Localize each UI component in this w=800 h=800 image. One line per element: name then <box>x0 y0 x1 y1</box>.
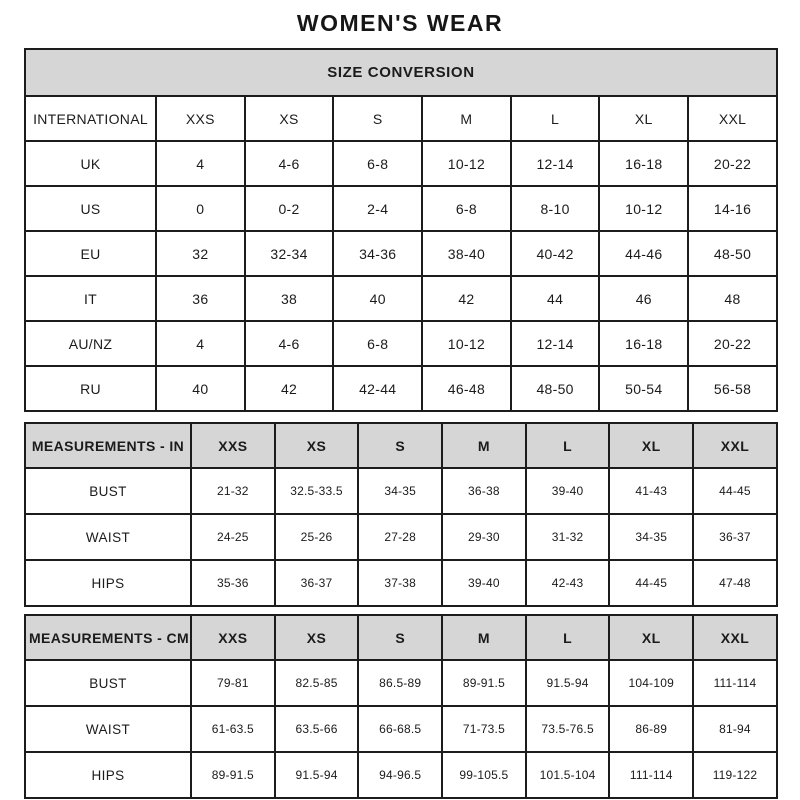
cell: 44-46 <box>599 231 688 276</box>
row-label-eu: EU <box>25 231 156 276</box>
cell: 82.5-85 <box>275 660 359 706</box>
cell: 6-8 <box>422 186 511 231</box>
size-conversion-title: SIZE CONVERSION <box>25 49 777 96</box>
column-header-xxl: XXL <box>693 423 777 468</box>
column-header-s: S <box>358 423 442 468</box>
table-row-eu <box>25 231 777 276</box>
row-label-waist: WAIST <box>25 706 191 752</box>
cell: 24-25 <box>191 514 275 560</box>
table-row-waist-cm <box>25 706 777 752</box>
measurements-in-title: MEASUREMENTS - IN <box>25 423 191 468</box>
cell: 94-96.5 <box>358 752 442 798</box>
cell: 104-109 <box>609 660 693 706</box>
cell: 44-45 <box>609 560 693 606</box>
cell: 48-50 <box>688 231 777 276</box>
cell: 86-89 <box>609 706 693 752</box>
table-row-aunz <box>25 321 777 366</box>
column-header-xs: XS <box>245 96 334 141</box>
cell: 42 <box>245 366 334 411</box>
column-header-s: S <box>333 96 422 141</box>
column-header-xl: XL <box>609 615 693 660</box>
cell: 32 <box>156 231 245 276</box>
measurements-in-table <box>24 422 778 607</box>
table-row-bust-in <box>25 468 777 514</box>
cell: 2-4 <box>333 186 422 231</box>
cell: 89-91.5 <box>442 660 526 706</box>
cell: 40 <box>333 276 422 321</box>
column-header-m: M <box>422 96 511 141</box>
cell: 63.5-66 <box>275 706 359 752</box>
cell: 73.5-76.5 <box>526 706 610 752</box>
column-header-xxs: XXS <box>191 615 275 660</box>
table-row-hips-in <box>25 560 777 606</box>
cell: 99-105.5 <box>442 752 526 798</box>
cell: 56-58 <box>688 366 777 411</box>
cell: 0-2 <box>245 186 334 231</box>
cell: 12-14 <box>511 141 600 186</box>
cell: 12-14 <box>511 321 600 366</box>
cell: 34-35 <box>609 514 693 560</box>
cell: 71-73.5 <box>442 706 526 752</box>
cell: 0 <box>156 186 245 231</box>
column-header-l: L <box>526 615 610 660</box>
row-label-hips: HIPS <box>25 752 191 798</box>
cell: 37-38 <box>358 560 442 606</box>
cell: 20-22 <box>688 141 777 186</box>
cell: 8-10 <box>511 186 600 231</box>
page-title: WOMEN'S WEAR <box>296 10 504 36</box>
size-conversion-header-row <box>25 96 777 141</box>
cell: 36 <box>156 276 245 321</box>
cell: 39-40 <box>526 468 610 514</box>
cell: 38 <box>245 276 334 321</box>
column-header-xxs: XXS <box>156 96 245 141</box>
row-label-bust: BUST <box>25 660 191 706</box>
cell: 40 <box>156 366 245 411</box>
measurements-cm-header-row <box>25 615 777 660</box>
cell: 47-48 <box>693 560 777 606</box>
cell: 46-48 <box>422 366 511 411</box>
cell: 42-44 <box>333 366 422 411</box>
cell: 81-94 <box>693 706 777 752</box>
column-header-xxs: XXS <box>191 423 275 468</box>
table-row-ru <box>25 366 777 411</box>
cell: 10-12 <box>422 321 511 366</box>
cell: 42 <box>422 276 511 321</box>
row-label-it: IT <box>25 276 156 321</box>
cell: 39-40 <box>442 560 526 606</box>
column-header-m: M <box>442 423 526 468</box>
cell: 4 <box>156 141 245 186</box>
cell: 38-40 <box>422 231 511 276</box>
cell: 6-8 <box>333 141 422 186</box>
column-header-xl: XL <box>609 423 693 468</box>
cell: 6-8 <box>333 321 422 366</box>
cell: 41-43 <box>609 468 693 514</box>
cell: 86.5-89 <box>358 660 442 706</box>
cell: 29-30 <box>442 514 526 560</box>
cell: 79-81 <box>191 660 275 706</box>
row-label-bust: BUST <box>25 468 191 514</box>
column-header-m: M <box>442 615 526 660</box>
cell: 36-37 <box>693 514 777 560</box>
cell: 61-63.5 <box>191 706 275 752</box>
cell: 36-37 <box>275 560 359 606</box>
cell: 31-32 <box>526 514 610 560</box>
row-label-hips: HIPS <box>25 560 191 606</box>
column-header-xs: XS <box>275 423 359 468</box>
cell: 21-32 <box>191 468 275 514</box>
column-header-l: L <box>526 423 610 468</box>
cell: 14-16 <box>688 186 777 231</box>
cell: 4-6 <box>245 321 334 366</box>
row-label-waist: WAIST <box>25 514 191 560</box>
cell: 32-34 <box>245 231 334 276</box>
cell: 16-18 <box>599 141 688 186</box>
column-header-s: S <box>358 615 442 660</box>
table-row-hips-cm <box>25 752 777 798</box>
cell: 10-12 <box>599 186 688 231</box>
table-row-us <box>25 186 777 231</box>
cell: 48 <box>688 276 777 321</box>
cell: 119-122 <box>693 752 777 798</box>
column-header-xxl: XXL <box>693 615 777 660</box>
row-label-uk: UK <box>25 141 156 186</box>
column-header-xxl: XXL <box>688 96 777 141</box>
cell: 40-42 <box>511 231 600 276</box>
table-row-it <box>25 276 777 321</box>
cell: 101.5-104 <box>526 752 610 798</box>
cell: 42-43 <box>526 560 610 606</box>
column-header-international: INTERNATIONAL <box>25 96 156 141</box>
measurements-in-header-row <box>25 423 777 468</box>
cell: 4 <box>156 321 245 366</box>
cell: 34-35 <box>358 468 442 514</box>
column-header-l: L <box>511 96 600 141</box>
size-conversion-table <box>24 48 778 412</box>
measurements-cm-title: MEASUREMENTS - CM <box>25 615 191 660</box>
column-header-xl: XL <box>599 96 688 141</box>
cell: 44-45 <box>693 468 777 514</box>
cell: 111-114 <box>693 660 777 706</box>
cell: 46 <box>599 276 688 321</box>
cell: 35-36 <box>191 560 275 606</box>
cell: 89-91.5 <box>191 752 275 798</box>
cell: 16-18 <box>599 321 688 366</box>
cell: 91.5-94 <box>275 752 359 798</box>
row-label-aunz: AU/NZ <box>25 321 156 366</box>
cell: 10-12 <box>422 141 511 186</box>
cell: 48-50 <box>511 366 600 411</box>
table-row-waist-in <box>25 514 777 560</box>
cell: 20-22 <box>688 321 777 366</box>
cell: 36-38 <box>442 468 526 514</box>
cell: 44 <box>511 276 600 321</box>
size-conversion-title-row <box>25 49 777 96</box>
row-label-us: US <box>25 186 156 231</box>
measurements-cm-table <box>24 614 778 799</box>
cell: 66-68.5 <box>358 706 442 752</box>
row-label-ru: RU <box>25 366 156 411</box>
column-header-xs: XS <box>275 615 359 660</box>
cell: 34-36 <box>333 231 422 276</box>
cell: 111-114 <box>609 752 693 798</box>
table-row-bust-cm <box>25 660 777 706</box>
cell: 25-26 <box>275 514 359 560</box>
table-row-uk <box>25 141 777 186</box>
cell: 50-54 <box>599 366 688 411</box>
cell: 4-6 <box>245 141 334 186</box>
cell: 91.5-94 <box>526 660 610 706</box>
cell: 32.5-33.5 <box>275 468 359 514</box>
cell: 27-28 <box>358 514 442 560</box>
